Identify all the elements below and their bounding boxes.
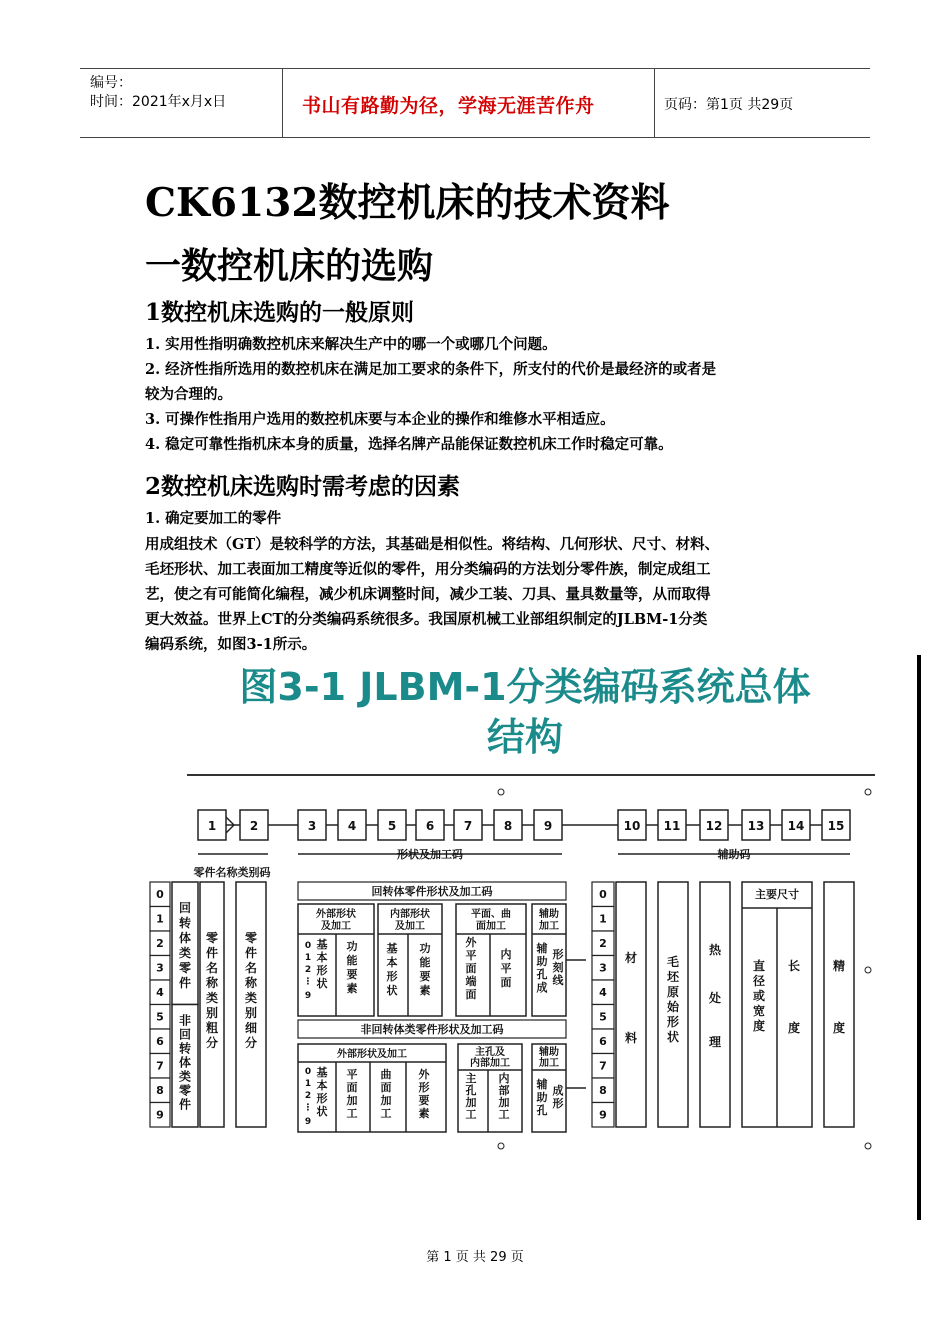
register-mark: [498, 789, 504, 795]
main-hole-machining-text: 主: [465, 1072, 477, 1085]
subsection1-heading: 1数控机床选购的一般原则: [145, 299, 415, 326]
inner-plane-text: 面: [500, 976, 512, 989]
digit-label: 4: [156, 986, 164, 999]
digit-label: 4: [599, 986, 607, 999]
principle-line: 3. 可操作性指用户选用的数控机床要与本企业的操作和维修水平相适应。: [145, 411, 615, 428]
item-label: 1. 确定要加工的零件: [145, 510, 282, 527]
section-title: 一数控机床的选购: [145, 246, 434, 287]
register-mark: [498, 1143, 504, 1149]
code-position-label: 12: [705, 819, 723, 833]
digit-label: 3: [156, 961, 164, 975]
digit-label: 7: [599, 1059, 607, 1073]
figure-title-line1: 图3-1 JLBM-1分类编码系统总体: [239, 665, 811, 709]
header-page-cell: [654, 69, 870, 137]
digit-label: 3: [599, 961, 607, 975]
aux-hole-text: 辅: [536, 942, 548, 955]
ext-shape-text: 外部形状: [316, 909, 356, 920]
basic-shape-text: 形: [316, 964, 328, 977]
body-line: 艺，使之有可能简化编程，减少机床调整时间，减少工装、刀具、量具数量等，从而取得: [145, 586, 711, 603]
ext-features-text: 要: [418, 1094, 430, 1107]
int-shape-text: 及加工: [395, 921, 425, 932]
fine-text: 细: [244, 1021, 258, 1035]
length-text: 长: [787, 959, 801, 973]
coarse-text: 名: [205, 961, 219, 975]
ext-plane-text: 端: [465, 975, 477, 988]
inner-machining-text: 内: [498, 1072, 510, 1085]
digit-label: 0: [599, 888, 607, 901]
nonrotating-text: 类: [178, 1069, 192, 1084]
main-hole-text: 主孔及: [475, 1047, 505, 1058]
aux-hole-forming-text: 辅: [536, 1078, 548, 1091]
rot-header-text: 回转体零件形状及加工码: [371, 885, 493, 898]
aux-hole-text: 刻: [552, 961, 564, 974]
aux-hole-forming-text: 成: [552, 1084, 564, 1097]
coarse-text: 粗: [205, 1021, 219, 1035]
basic-shape-text: 状: [316, 1105, 328, 1118]
seq-digit: 0: [304, 941, 312, 951]
inner-machining-text: 工: [498, 1108, 510, 1121]
digit-label: 1: [599, 912, 607, 926]
digit-label: 2: [156, 937, 164, 950]
seq-digit: 9: [304, 991, 312, 1001]
code-position-label: 8: [503, 819, 513, 833]
aux-text: 辅助: [539, 1047, 559, 1058]
nonrot-header-text: 非回转体类零件形状及加工码: [360, 1023, 504, 1036]
aux-text: 加工: [539, 1058, 559, 1069]
ext-plane-text: 外: [465, 936, 477, 949]
digit-label: 8: [156, 1084, 164, 1097]
material-text: 材: [624, 951, 638, 965]
register-mark: [865, 789, 871, 795]
basic-shape-text: 形: [316, 1092, 328, 1105]
code-position-label: 6: [425, 819, 435, 833]
code-position-label: 11: [663, 819, 681, 833]
digit-label: 6: [156, 1035, 164, 1048]
ext-features-text: 外: [418, 1068, 430, 1081]
plane-machining-text: 平: [346, 1068, 358, 1081]
diameter-text: 或: [752, 989, 766, 1003]
basic-shape-text: 状: [386, 984, 398, 997]
figure-title-line2: 结构: [486, 715, 563, 759]
rotating-text: 转: [178, 916, 192, 930]
nonrotating-text: 非: [178, 1013, 192, 1028]
functional-text: 能: [419, 956, 431, 969]
functional-text: 功: [419, 942, 431, 955]
ext-plane-text: 面: [465, 988, 477, 1001]
material-text: 料: [624, 1031, 638, 1045]
main-hole-machining-text: 工: [465, 1108, 477, 1121]
principle-line: 1. 实用性指明确数控机床来解决生产中的哪一个或哪几个问题。: [145, 336, 557, 353]
subsection2-heading: 2数控机床选购时需考虑的因素: [145, 473, 461, 500]
coarse-text: 零: [205, 931, 219, 945]
code-position-label: 9: [543, 819, 553, 833]
aux-text: 辅助: [539, 909, 559, 920]
figure-rule: [187, 774, 875, 776]
plane-curve-text: 面加工: [476, 921, 506, 932]
fine-text: 类: [244, 991, 258, 1005]
nonrotating-text: 体: [178, 1055, 192, 1070]
precision-text: 精: [832, 959, 846, 973]
aux-hole-text: 成: [536, 981, 548, 994]
page-footer: 第 1 页 共 29 页: [426, 1250, 524, 1265]
aux-hole-forming-text: 形: [552, 1097, 564, 1110]
functional-text: 素: [419, 984, 431, 997]
basic-shape-text: 本: [316, 951, 328, 964]
basic-shape-text: 形: [386, 970, 398, 983]
time-label: 时间：2021年x月x日: [90, 94, 227, 110]
basic-shape-text: 基: [316, 1066, 328, 1079]
page-header: [80, 68, 870, 138]
aux-hole-text: 线: [552, 974, 564, 987]
code-position-label: 1: [207, 819, 217, 833]
code-position-label: 15: [827, 819, 845, 833]
diameter-text: 直: [752, 959, 766, 973]
rotating-text: 回: [178, 901, 192, 915]
number-label: 编号：: [90, 75, 132, 91]
fine-text: 件: [244, 946, 258, 960]
diameter-text: 度: [752, 1019, 766, 1033]
fine-text: 名: [244, 961, 258, 975]
principle-line: 较为合理的。: [145, 386, 232, 403]
nonrotating-text: 转: [178, 1041, 192, 1056]
blank-text: 毛: [666, 955, 680, 969]
inner-plane-text: 平: [500, 962, 512, 975]
functional-text: 素: [346, 982, 358, 995]
precision-text: 度: [832, 1021, 846, 1035]
seq-digit: 1: [304, 953, 312, 963]
digit-label: 0: [156, 888, 164, 901]
motto: 书山有路勤为径，学海无涯苦作舟: [302, 95, 595, 117]
digit-label: 1: [156, 912, 164, 926]
digit-label: 7: [156, 1059, 164, 1073]
main-size-text: 主要尺寸: [755, 888, 799, 901]
aux-hole-text: 形: [552, 948, 564, 961]
code-position-label: 14: [787, 819, 805, 833]
body-line: 毛坯形状、加工表面加工精度等近似的零件，用分类编码的方法划分零件族，制定成组工: [145, 561, 711, 578]
length-text: 度: [787, 1021, 801, 1035]
digit-label: 5: [156, 1010, 164, 1024]
code-position-label: 2: [249, 819, 259, 833]
ext-features-text: 素: [418, 1107, 430, 1120]
connector-arrow: [226, 817, 234, 825]
name-code-label: 零件名称类别码: [193, 866, 271, 879]
shape-code-label: 形状及加工码: [397, 848, 463, 861]
nonrotating-text: 件: [178, 1097, 192, 1112]
coarse-text: 件: [205, 946, 219, 960]
coarse-text: 类: [205, 991, 219, 1005]
code-position-label: 13: [747, 819, 765, 833]
curve-machining-text: 曲: [380, 1068, 392, 1081]
aux-hole-text: 助: [536, 955, 548, 968]
coarse-text: 别: [205, 1006, 219, 1020]
basic-shape-text: 本: [316, 1079, 328, 1092]
blank-text: 形: [666, 1015, 680, 1029]
connector-arrow: [226, 825, 234, 833]
plane-machining-text: 加: [346, 1094, 358, 1107]
principle-line: 2. 经济性指所选用的数控机床在满足加工要求的条件下，所支付的代价是最经济的或者是: [145, 361, 717, 378]
basic-shape-text: 基: [316, 938, 328, 951]
register-mark: [865, 967, 871, 973]
main-hole-text: 内部加工: [470, 1058, 510, 1069]
main-hole-machining-text: 加: [465, 1096, 477, 1109]
ext-shape-text: 及加工: [321, 921, 351, 932]
aux-hole-forming-text: 孔: [536, 1104, 548, 1117]
seq-digit: 2: [304, 965, 312, 975]
ext-plane-text: 面: [465, 962, 477, 975]
figure-title: [200, 662, 850, 762]
coarse-text: 称: [205, 976, 219, 990]
inner-machining-text: 加: [498, 1096, 510, 1109]
digit-label: 8: [599, 1084, 607, 1097]
body-line: 用成组技术（GT）是较科学的方法，其基础是相似性。将结构、几何形状、尺寸、材料、: [145, 536, 720, 553]
code-position-label: 7: [463, 819, 473, 833]
diameter-text: 宽: [752, 1004, 766, 1018]
ext-shape2-text: 外部形状及加工: [337, 1049, 407, 1060]
digit-label: 9: [156, 1108, 164, 1122]
blank-text: 原: [666, 985, 680, 999]
register-mark: [865, 1143, 871, 1149]
aux-code-label: 辅助码: [717, 848, 751, 861]
seq-digit: ⋮: [303, 1103, 313, 1113]
ext-plane-text: 平: [465, 949, 477, 962]
principle-line: 4. 稳定可靠性指机床本身的质量，选择名牌产品能保证数控机床工作时稳定可靠。: [145, 436, 673, 453]
heat-text: 处: [708, 991, 722, 1005]
plane-curve-text: 平面、曲: [471, 909, 511, 920]
rotating-text: 体: [178, 931, 192, 945]
basic-shape-text: 本: [386, 956, 398, 969]
digit-label: 2: [599, 937, 607, 950]
header-meta-cell: [80, 69, 283, 137]
fine-text: 称: [244, 976, 258, 990]
plane-machining-text: 面: [346, 1081, 358, 1094]
margin-bar: [917, 655, 921, 1220]
seq-digit: 9: [304, 1117, 312, 1127]
digit-label: 6: [599, 1035, 607, 1048]
seq-digit: ⋮: [303, 977, 313, 987]
seq-digit: 1: [304, 1079, 312, 1089]
classification-diagram: [140, 782, 880, 1162]
body-line: 更大效益。世界上CT的分类编码系统很多。我国原机械工业部组织制定的JLBM-1分类: [145, 611, 708, 628]
blank-text: 状: [666, 1030, 680, 1044]
basic-shape-text: 状: [316, 977, 328, 990]
nonrotating-text: 回: [178, 1027, 192, 1042]
body-line: 编码系统，如图3-1所示。: [145, 636, 317, 653]
curve-machining-text: 工: [380, 1107, 392, 1120]
heat-text: 热: [708, 943, 722, 957]
functional-text: 能: [346, 954, 358, 967]
diagram-svg: [140, 782, 880, 1162]
aux-hole-text: 孔: [536, 968, 548, 981]
aux-text: 加工: [539, 921, 559, 932]
fine-text: 别: [244, 1006, 258, 1020]
nonrotating-text: 零: [178, 1083, 192, 1098]
code-position-label: 4: [347, 819, 357, 833]
basic-shape-text: 基: [386, 942, 398, 955]
seq-digit: 2: [304, 1091, 312, 1101]
precision-box: [824, 882, 854, 1127]
digit-label: 5: [599, 1010, 607, 1024]
main-hole-machining-text: 孔: [465, 1084, 477, 1097]
ext-features-text: 形: [418, 1081, 430, 1094]
code-position-label: 5: [387, 819, 397, 833]
rotating-text: 类: [178, 946, 192, 960]
blank-text: 坯: [666, 970, 680, 984]
blank-text: 始: [666, 1000, 680, 1014]
material-box: [616, 882, 646, 1127]
fine-text: 零: [244, 931, 258, 945]
document-title: CK6132数控机床的技术资料: [145, 180, 670, 226]
code-position-label: 10: [623, 819, 641, 833]
heat-text: 理: [708, 1035, 722, 1049]
coarse-text: 分: [205, 1036, 219, 1050]
functional-text: 功: [346, 940, 358, 953]
functional-text: 要: [346, 968, 358, 981]
rotating-text: 件: [178, 976, 192, 990]
header-motto-cell: [282, 69, 655, 137]
fine-text: 分: [244, 1036, 258, 1050]
plane-machining-text: 工: [346, 1107, 358, 1120]
page-label: 页码：第1页 共29页: [664, 97, 794, 113]
digit-label: 9: [599, 1108, 607, 1122]
diameter-text: 径: [752, 974, 766, 988]
seq-digit: 0: [304, 1067, 312, 1077]
code-position-label: 3: [307, 819, 317, 833]
curve-machining-text: 面: [380, 1081, 392, 1094]
rotating-text: 零: [178, 961, 192, 975]
aux-hole-forming-text: 助: [536, 1091, 548, 1104]
inner-machining-text: 部: [498, 1084, 510, 1097]
int-shape-text: 内部形状: [390, 909, 430, 920]
curve-machining-text: 加: [380, 1094, 392, 1107]
functional-text: 要: [419, 970, 431, 983]
inner-plane-text: 内: [500, 948, 512, 961]
